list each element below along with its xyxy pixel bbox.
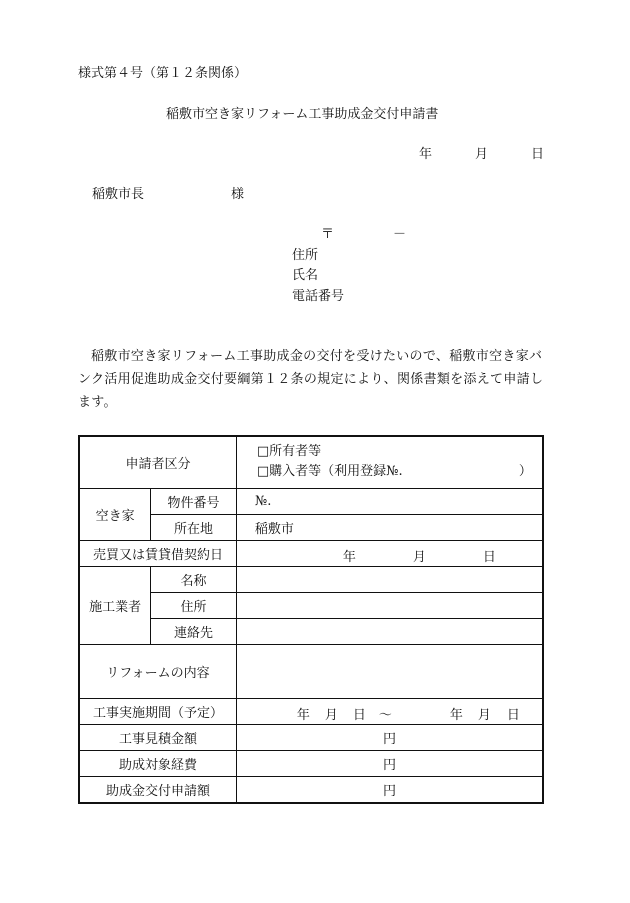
period-end-month: 月 — [477, 707, 491, 723]
property-no-field[interactable]: №. — [236, 488, 543, 514]
estimate-label: 工事見積金額 — [79, 724, 236, 750]
table-row — [79, 488, 543, 514]
contractor-contact-label: 連絡先 — [151, 618, 237, 644]
date-day: 日 — [531, 147, 545, 162]
applicant-type-options — [236, 436, 543, 488]
date-month: 月 — [475, 147, 489, 162]
table-row — [79, 436, 543, 488]
contractor-label: 施工業者 — [79, 566, 151, 644]
reform-content-label: リフォームの内容 — [79, 644, 236, 698]
property-no-label: 物件番号 — [151, 488, 237, 514]
contract-year: 年 — [342, 549, 356, 565]
owner-checkbox[interactable]: □所有者等 — [256, 444, 322, 460]
addressee-name: 稲敷市長 — [92, 187, 145, 202]
contractor-name-label: 名称 — [151, 566, 237, 592]
name-label: 氏名 — [292, 268, 319, 283]
form-number: 様式第４号（第１２条関係） — [78, 66, 248, 81]
addressee-suffix: 様 — [231, 187, 245, 202]
period-start-year: 年 — [296, 707, 310, 723]
registration-close-paren: ） — [518, 464, 532, 480]
vacant-house-label: 空き家 — [79, 488, 151, 540]
period-start-day: 日 — [352, 707, 366, 723]
eligible-cost-label: 助成対象経費 — [79, 750, 236, 776]
contract-month: 月 — [412, 549, 426, 565]
address-label: 住所 — [292, 248, 319, 263]
period-label: 工事実施期間（予定） — [79, 698, 236, 724]
contract-date-field[interactable] — [236, 540, 543, 566]
request-amount-field[interactable]: 円 — [236, 776, 543, 803]
contractor-address-field[interactable] — [236, 592, 543, 618]
estimate-field[interactable]: 円 — [236, 724, 543, 750]
period-end-day: 日 — [506, 707, 520, 723]
request-amount-label: 助成金交付申請額 — [79, 776, 236, 803]
date-year: 年 — [419, 147, 433, 162]
buyer-checkbox[interactable]: □購入者等（利用登録№. — [256, 464, 403, 480]
table-row — [79, 776, 543, 803]
table-row — [79, 566, 543, 592]
postal-mark: 〒 — [321, 227, 335, 242]
phone-label: 電話番号 — [292, 289, 345, 304]
reform-content-field[interactable] — [236, 644, 543, 698]
applicant-type-label: 申請者区分 — [79, 436, 236, 488]
period-end-year: 年 — [449, 707, 463, 723]
application-statement: 稲敷市空き家リフォーム工事助成金の交付を受けたいので、稲敷市空き家バンク活用促進助成金交付要綱第１２条の規定により、関係書類を添えて申請します。 — [78, 349, 544, 410]
application-table — [78, 435, 544, 804]
form-title: 稲敷市空き家リフォーム工事助成金交付申請書 — [166, 107, 439, 122]
table-row — [79, 540, 543, 566]
table-row — [79, 724, 543, 750]
table-row — [79, 644, 543, 698]
table-row — [79, 698, 543, 724]
location-field[interactable]: 稲敷市 — [236, 514, 543, 540]
eligible-cost-field[interactable]: 円 — [236, 750, 543, 776]
period-tilde: ～ — [378, 707, 392, 723]
postal-dash: － — [393, 227, 407, 242]
table-row — [79, 750, 543, 776]
contractor-address-label: 住所 — [151, 592, 237, 618]
period-field[interactable] — [236, 698, 543, 724]
contractor-contact-field[interactable] — [236, 618, 543, 644]
contract-date-label: 売買又は賃貸借契約日 — [79, 540, 236, 566]
period-start-month: 月 — [324, 707, 338, 723]
contractor-name-field[interactable] — [236, 566, 543, 592]
contract-day: 日 — [482, 549, 496, 565]
location-label: 所在地 — [151, 514, 237, 540]
